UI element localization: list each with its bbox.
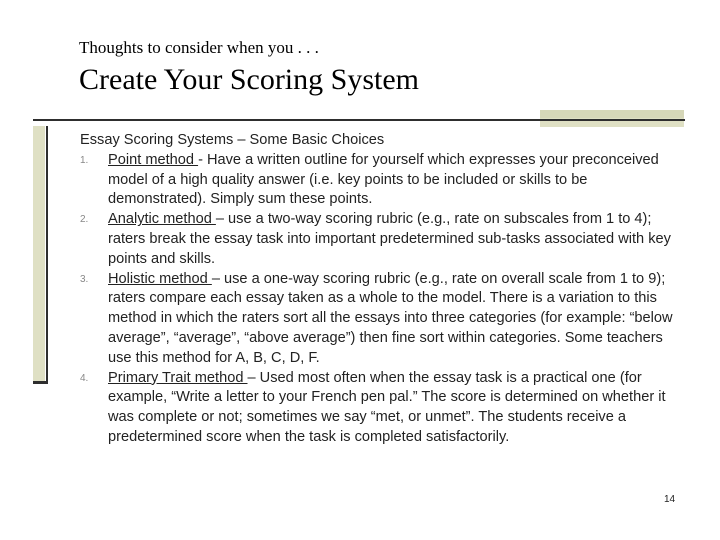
method-description: – use a two-way scoring rubric (e.g., rate on subscales from 1 to 4); raters break the essay task into important predetermined sub-tasks associated with key points and skills. xyxy=(108,211,671,267)
list-item xyxy=(80,270,680,369)
slide-pre-title: Thoughts to consider when you . . . xyxy=(79,38,319,57)
method-description: - Have a written outline for yourself which expresses your preconceived model of a high quality answer (i.e. key points to be included or skills to be demonstrated). Simply sum these points. xyxy=(108,151,659,208)
list-item-number: 3. xyxy=(80,273,89,285)
accent-block-shade xyxy=(540,110,684,118)
list-item-number: 4. xyxy=(80,372,89,384)
method-description: – Used most often when the essay task is a practical one (for example, “Write a letter to your French pen pal.” The score is determined on whether it was complete or not; sometimes we say “met, or unmet”. The students receive a predetermined score when the task is completed satisfactorily. xyxy=(108,369,666,445)
method-term: Primary Trait method xyxy=(108,369,248,386)
list-item-number: 2. xyxy=(80,214,89,226)
list-item xyxy=(80,369,680,448)
method-term: Holistic method xyxy=(108,270,212,287)
page-number: 14 xyxy=(664,494,676,505)
method-description: – use a one-way scoring rubric (e.g., rate on overall scale from 1 to 9); raters compare each essay taken as a whole to the model. There is a variation to this method in which the raters sort all the essays into three categories (for example: “below average”, “average”, “above average”) then fine sort within categories. Some teachers use this method for A, B, C, D, F. xyxy=(108,270,673,366)
scoring-methods-list xyxy=(80,151,680,448)
method-term: Point method xyxy=(108,151,199,168)
side-divider xyxy=(46,126,48,383)
title-accent-block xyxy=(540,110,684,127)
method-term: Analytic method xyxy=(108,211,216,228)
list-item-number: 1. xyxy=(80,154,89,166)
side-accent-bar xyxy=(33,126,45,383)
slide-body xyxy=(80,131,680,448)
list-item xyxy=(80,151,680,210)
section-heading: Essay Scoring Systems – Some Basic Choices xyxy=(80,132,385,148)
slide-title: Create Your Scoring System xyxy=(79,63,419,96)
accent-block-line xyxy=(540,119,684,121)
side-divider-foot xyxy=(33,381,48,384)
list-item xyxy=(80,210,680,269)
